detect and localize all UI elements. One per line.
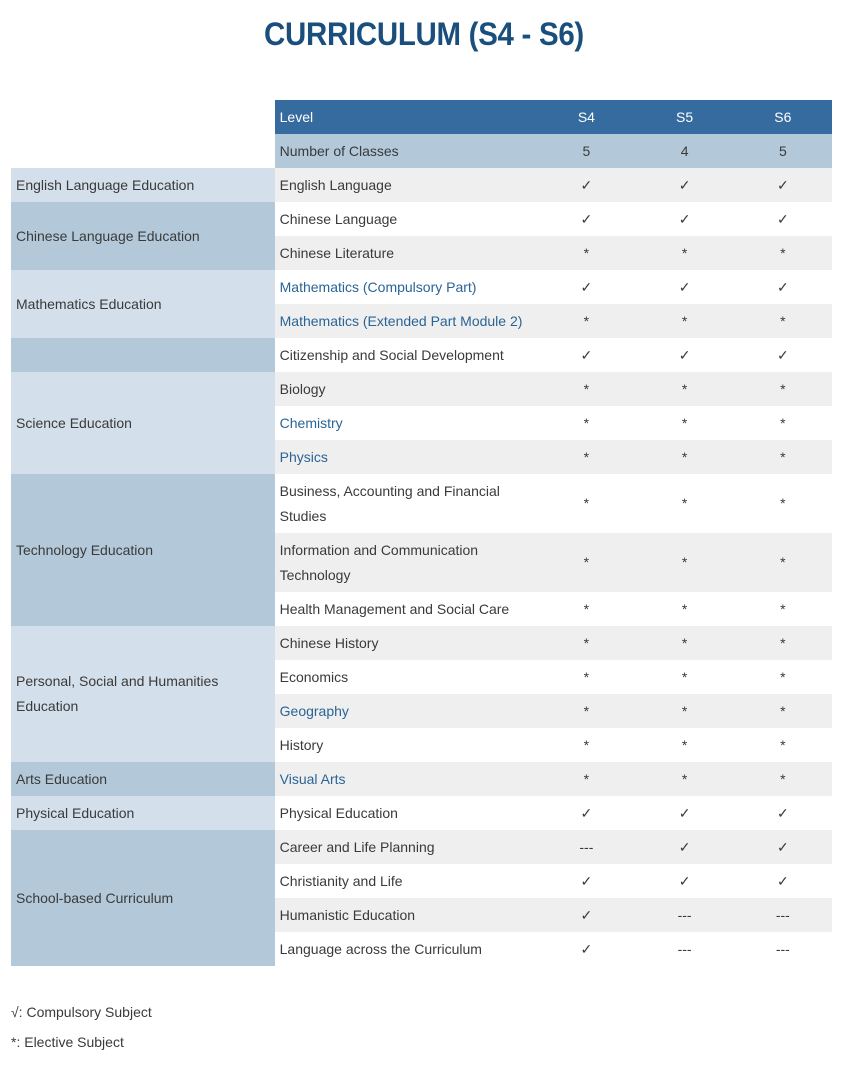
value-s6: --- (734, 932, 832, 966)
subject-name (275, 694, 538, 728)
value-s6: * (734, 626, 832, 660)
table-row (11, 372, 832, 406)
subject-name: Chinese History (275, 626, 538, 660)
value-s6: * (734, 533, 832, 592)
table-row (11, 830, 832, 864)
value-s5: --- (636, 898, 734, 932)
value-s4: * (537, 533, 635, 592)
subject-name: Chinese Literature (275, 236, 538, 270)
subject-name (275, 762, 538, 796)
value-s5: * (636, 728, 734, 762)
value-s6: --- (734, 898, 832, 932)
value-s5: * (636, 533, 734, 592)
value-s5: * (636, 474, 734, 533)
classes-row (11, 134, 832, 168)
area-science: Science Education (11, 372, 275, 474)
value-s5: * (636, 440, 734, 474)
header-s4: S4 (537, 100, 635, 134)
subject-link[interactable]: Physics (279, 448, 328, 465)
value-s5: * (636, 372, 734, 406)
value-s5: ✓ (636, 338, 734, 372)
subject-name: Economics (275, 660, 538, 694)
subject-name: Business, Accounting and Financial Studies (275, 474, 538, 533)
value-s5: ✓ (636, 864, 734, 898)
value-s4: * (537, 474, 635, 533)
value-s4: * (537, 304, 635, 338)
subject-name (275, 304, 538, 338)
value-s5: ✓ (636, 202, 734, 236)
classes-s4: 5 (537, 134, 635, 168)
table-row (11, 762, 832, 796)
area-pshe: Personal, Social and Humanities Education (11, 626, 275, 762)
value-s6: ✓ (734, 202, 832, 236)
value-s4: * (537, 592, 635, 626)
value-s6: * (734, 694, 832, 728)
area-school-based: School-based Curriculum (11, 830, 275, 966)
table-row (11, 270, 832, 304)
value-s6: ✓ (734, 864, 832, 898)
subject-link[interactable]: Mathematics (Compulsory Part) (279, 278, 477, 295)
value-s6: ✓ (734, 830, 832, 864)
value-s4: ✓ (537, 796, 635, 830)
value-s4: * (537, 440, 635, 474)
value-s5: ✓ (636, 270, 734, 304)
subject-name (275, 406, 538, 440)
value-s4: ✓ (537, 202, 635, 236)
subject-link[interactable]: Chemistry (279, 414, 343, 431)
value-s5: * (636, 406, 734, 440)
table-header-row (11, 100, 832, 134)
subject-name: History (275, 728, 538, 762)
value-s6: * (734, 728, 832, 762)
value-s6: * (734, 406, 832, 440)
value-s4: * (537, 406, 635, 440)
value-s5: * (636, 694, 734, 728)
subject-name: Chinese Language (275, 202, 538, 236)
table-row (11, 168, 832, 202)
subject-name (275, 440, 538, 474)
subject-name: Language across the Curriculum (275, 932, 538, 966)
classes-label: Number of Classes (275, 134, 538, 168)
value-s6: ✓ (734, 796, 832, 830)
subject-name: Career and Life Planning (275, 830, 538, 864)
value-s4: * (537, 728, 635, 762)
classes-s6: 5 (734, 134, 832, 168)
value-s6: ✓ (734, 270, 832, 304)
subject-link[interactable]: Geography (279, 702, 349, 719)
page-title: CURRICULUM (S4 - S6) (264, 16, 584, 52)
header-level: Level (275, 100, 538, 134)
table-row (11, 202, 832, 236)
classes-s5: 4 (636, 134, 734, 168)
value-s5: * (636, 626, 734, 660)
value-s6: * (734, 372, 832, 406)
subject-link[interactable]: Visual Arts (279, 770, 346, 787)
value-s4: * (537, 626, 635, 660)
value-s5: * (636, 304, 734, 338)
value-s6: * (734, 474, 832, 533)
value-s5: * (636, 592, 734, 626)
value-s6: * (734, 440, 832, 474)
area-chinese: Chinese Language Education (11, 202, 275, 270)
value-s4: ✓ (537, 270, 635, 304)
value-s4: * (537, 762, 635, 796)
blank-corner-cell (11, 100, 275, 134)
value-s5: ✓ (636, 796, 734, 830)
value-s4: ✓ (537, 932, 635, 966)
subject-name: Christianity and Life (275, 864, 538, 898)
value-s4: ✓ (537, 338, 635, 372)
value-s6: * (734, 236, 832, 270)
subject-name: Biology (275, 372, 538, 406)
table-row (11, 796, 832, 830)
value-s5: ✓ (636, 830, 734, 864)
subject-name: Physical Education (275, 796, 538, 830)
area-pe: Physical Education (11, 796, 275, 830)
area-csd (11, 338, 275, 372)
legend-compulsory: √: Compulsory Subject (11, 1004, 152, 1020)
value-s5: --- (636, 932, 734, 966)
subject-name: Humanistic Education (275, 898, 538, 932)
value-s6: * (734, 762, 832, 796)
value-s5: * (636, 236, 734, 270)
table-row (11, 626, 832, 660)
table-row (11, 474, 832, 533)
subject-name: Citizenship and Social Development (275, 338, 538, 372)
value-s5: * (636, 660, 734, 694)
legend-elective: *: Elective Subject (11, 1034, 124, 1050)
value-s4: ✓ (537, 898, 635, 932)
value-s6: * (734, 592, 832, 626)
subject-name: Health Management and Social Care (275, 592, 538, 626)
value-s6: * (734, 304, 832, 338)
subject-name: Information and Communication Technology (275, 533, 538, 592)
table-row (11, 338, 832, 372)
blank-corner-cell (11, 134, 275, 168)
subject-name (275, 270, 538, 304)
subject-name: English Language (275, 168, 538, 202)
value-s4: * (537, 236, 635, 270)
value-s4: ✓ (537, 864, 635, 898)
value-s4: ✓ (537, 168, 635, 202)
value-s4: * (537, 372, 635, 406)
curriculum-table (11, 100, 832, 966)
value-s4: * (537, 660, 635, 694)
value-s4: * (537, 694, 635, 728)
value-s5: ✓ (636, 168, 734, 202)
area-english: English Language Education (11, 168, 275, 202)
value-s6: ✓ (734, 168, 832, 202)
value-s6: * (734, 660, 832, 694)
area-technology: Technology Education (11, 474, 275, 626)
value-s4: --- (537, 830, 635, 864)
header-s6: S6 (734, 100, 832, 134)
subject-link[interactable]: Mathematics (Extended Part Module 2) (279, 312, 523, 329)
value-s6: ✓ (734, 338, 832, 372)
header-s5: S5 (636, 100, 734, 134)
area-maths: Mathematics Education (11, 270, 275, 338)
value-s5: * (636, 762, 734, 796)
area-arts: Arts Education (11, 762, 275, 796)
